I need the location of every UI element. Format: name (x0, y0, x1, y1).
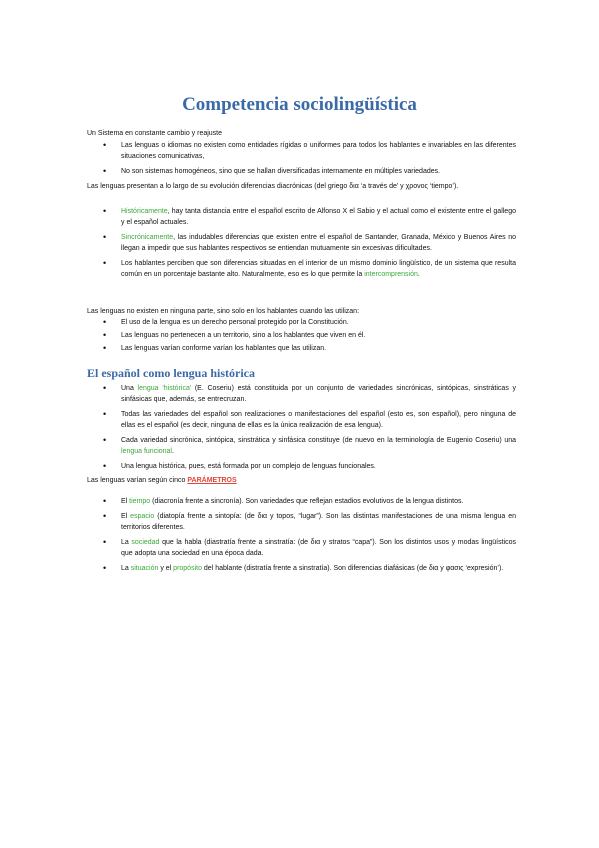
list-item: • La situación y el propósito del hablante (distratía frente a sinstratía). Son diferencias diafásicas (de δια y φασις ‘expresión’). (103, 563, 516, 574)
list-item: • Históricamente, hay tanta distancia entre el español escrito de Alfonso X el Sabio y el actual como el existente entre el gallego y el español actuales. (103, 206, 516, 228)
list-item: • Una lengua ‘histórica’ (E. Coseriu) está constituida por un conjunto de variedades sincrónicas, sintópicas, sinstráticas y sinfásicas que, además, se entrecruzan. (103, 383, 516, 405)
highlight-term: lengua funcional (121, 448, 172, 455)
list-item: • El espacio (diatopía frente a sintopía: (de δια y topos, “lugar”). Son las distintas manifestaciones de una misma lengua en territorios diferentes. (103, 511, 516, 533)
highlight-term: Históricamente (121, 208, 168, 215)
existen-list (103, 317, 516, 356)
list-item: • Una lengua histórica, pues, está formada por un complejo de lenguas funcionales. (103, 461, 516, 472)
list-item: • El uso de la lengua es un derecho personal protegido por la Constitución. (103, 317, 516, 328)
parametros-text: Las lenguas varían según cinco PARÁMETROS (87, 477, 237, 484)
list-item: • Las lenguas varían conforme varían los hablantes que las utilizan. (103, 343, 516, 354)
parametros-link: PARÁMETROS (187, 477, 237, 484)
list-item: • Sincrónicamente, las indudables diferencias que existen entre el español de Santander, Granada, México y Buenos Aires no llegan a impedir que sus hablantes respectivos se entiendan mutuamente sin excesivas dificultades. (103, 232, 516, 254)
list-item: • Las lenguas o idiomas no existen como entidades rígidas o uniformes para todos los hablantes e invariables en las diferentes situaciones comunicativas, (103, 140, 516, 162)
section2-list (103, 383, 516, 476)
highlight-term: intercomprensión (364, 271, 418, 278)
list-item: • No son sistemas homogéneos, sino que se hallan diversificadas internamente en múltiples variedades. (103, 166, 516, 177)
parametros-list (103, 496, 516, 578)
list-item: • Todas las variedades del español son realizaciones o manifestaciones del español (esto es, son español), pero ninguna de ellas es el español (es decir, ninguna de ellas es la única realización de esa lengua). (103, 409, 516, 431)
highlight-term: propósito (173, 565, 202, 572)
existen-text: Las lenguas no existen en ninguna parte, sino solo en los hablantes cuando las utilizan: (87, 308, 360, 315)
list-item: • La sociedad que la habla (diastratía frente a sinstratía: (de δια y stratos “capa”). Son los distintos usos y modas lingüísticos que adopta una sociedad en una época dada. (103, 537, 516, 559)
section-heading: El español como lengua histórica (87, 366, 256, 380)
intro-heading: Un Sistema en constante cambio y reajuste (87, 130, 223, 137)
highlight-term: lengua ‘histórica’ (137, 385, 192, 392)
highlight-term: situación (130, 565, 159, 572)
highlight-term: espacio (130, 513, 155, 520)
highlight-term: sociedad (131, 539, 160, 546)
diacronicas-text: Las lenguas presentan a lo largo de su evolución diferencias diacrónicas (del griego δια ‘a través de’ y χρονος ‘tiempo’). (87, 183, 459, 190)
list-item: • Cada variedad sincrónica, sintópica, sinstrática y sinfásica constituye (de nuevo en la terminología de Eugenio Coseriu) una lengua funcional. (103, 435, 516, 457)
intro-list (103, 140, 516, 181)
page-title: Competencia sociolingüística (182, 94, 417, 115)
list-item: • Las lenguas no pertenecen a un territorio, sino a los hablantes que viven en él. (103, 330, 516, 341)
highlight-term: tiempo (129, 498, 151, 505)
highlight-term: Sincrónicamente (121, 234, 174, 241)
diacronicas-list (103, 206, 516, 284)
list-item: • El tiempo (diacronía frente a sincronía). Son variedades que reflejan estadios evolutivos de la lengua distintos. (103, 496, 516, 507)
list-item: • Los hablantes perciben que son diferencias situadas en el interior de un mismo dominio lingüístico, de un sistema que resulta común en un porcentaje bastante alto. Naturalmente, eso es lo que permite la intercomprensión. (103, 258, 516, 280)
